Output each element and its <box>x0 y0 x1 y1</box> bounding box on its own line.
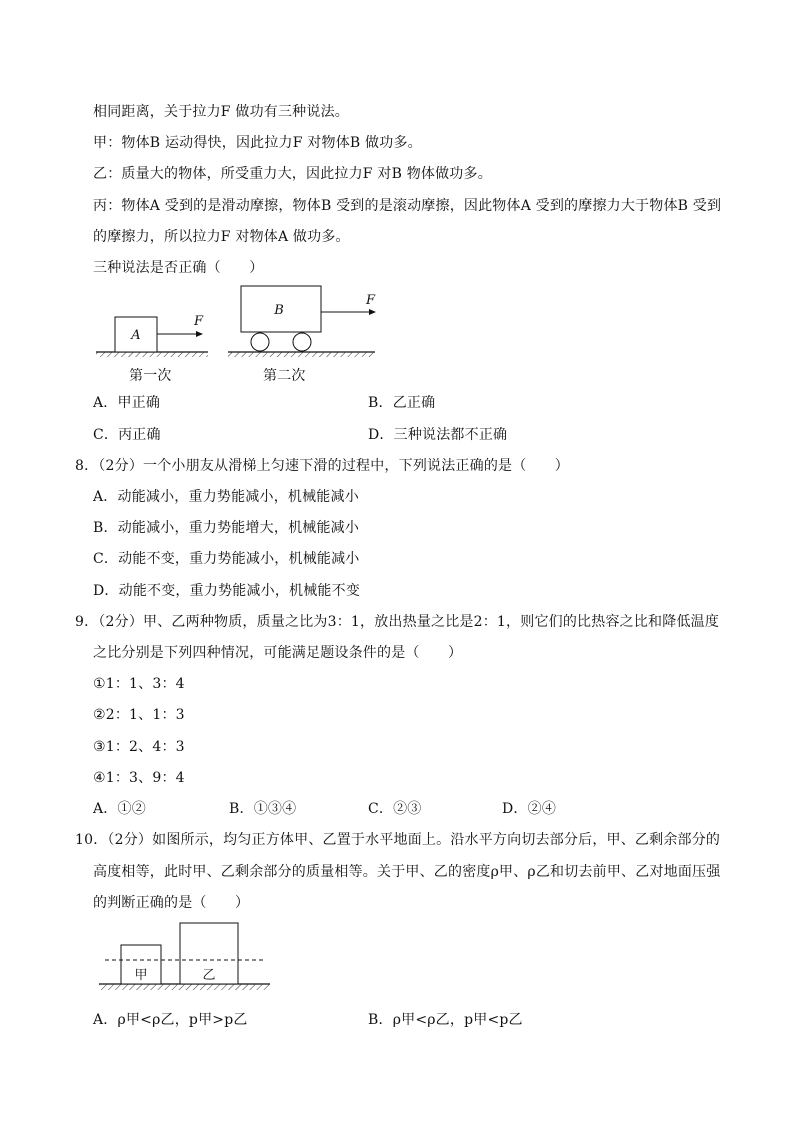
q8-option-b: B．动能减小，重力势能增大，机械能减小 <box>93 520 360 536</box>
cart-b-label: B <box>274 303 284 318</box>
ground-q10 <box>99 984 270 990</box>
q8-stem: 8．（2分）一个小朋友从滑梯上匀速下滑的过程中，下列说法正确的是（ ） <box>75 458 570 474</box>
q9-case-4: ④1：3、9：4 <box>93 770 185 786</box>
q7-question: 三种说法是否正确（ ） <box>93 260 264 276</box>
q9-option-b: B．①③④ <box>229 801 297 817</box>
ground-first <box>96 352 208 357</box>
cube-jia-label: 甲 <box>134 968 148 983</box>
q9-option-c: C．②③ <box>368 801 422 817</box>
q10-stem-line-1: 10．（2分）如图所示，均匀正方体甲、乙置于水平地面上。沿水平方向切去部分后，甲、乙剩余部分的 <box>75 832 721 848</box>
q8-option-c: C．动能不变，重力势能减小，机械能减小 <box>93 551 360 567</box>
q9-stem-line-1: 9．（2分）甲、乙两种物质，质量之比为3：1，放出热量之比是2：1，则它们的比热容之比和降低温度 <box>75 614 720 630</box>
q9-case-3: ③1：2、4：3 <box>93 739 185 755</box>
cart-wheel-right <box>293 333 311 351</box>
q7-caption-second: 第二次 <box>263 368 306 384</box>
q9-option-a: A．①② <box>93 801 146 817</box>
block-a-label: A <box>131 328 141 343</box>
q7-option-a: A．甲正确 <box>93 395 161 411</box>
q8-option-a: A．动能减小，重力势能减小，机械能减小 <box>93 489 359 505</box>
force-label-first: F <box>194 314 204 329</box>
q7-option-b: B．乙正确 <box>368 395 436 411</box>
q9-option-d: D．②④ <box>502 801 557 817</box>
q10-stem-line-3: 的判断正确的是（ ） <box>93 895 250 911</box>
q9-stem-line-2: 之比分别是下列四种情况，可能满足题设条件的是（ ） <box>93 645 463 661</box>
q7-statement-bing-line-1: 丙：物体A 受到的是滑动摩擦，物体B 受到的是滚动摩擦，因此物体A 受到的摩擦力大于物体B 受到 <box>93 198 722 214</box>
q10-option-a: A．ρ甲<ρ乙，p甲>p乙 <box>93 1012 248 1028</box>
q7-caption-first: 第一次 <box>129 368 172 384</box>
q7-option-c: C．丙正确 <box>93 427 161 443</box>
q9-case-2: ②2：1、1：3 <box>93 707 185 723</box>
q7-option-d: D．三种说法都不正确 <box>368 427 508 443</box>
q7-statement-yi: 乙：质量大的物体，所受重力大，因此拉力F 对B 物体做功多。 <box>93 166 492 182</box>
q10-option-b: B．ρ甲<ρ乙，p甲<p乙 <box>368 1012 523 1028</box>
q9-case-1: ①1：1、3：4 <box>93 676 185 692</box>
force-arrow-second <box>321 309 376 315</box>
q10-stem-line-2: 高度相等，此时甲、乙剩余部分的质量相等。关于甲、乙的密度ρ甲、ρ乙和切去前甲、乙对地面压强 <box>93 864 721 880</box>
q7-statement-bing-line-2: 的摩擦力，所以拉力F 对物体A 做功多。 <box>93 229 350 245</box>
q10-figure <box>95 918 275 998</box>
q7-statement-jia: 甲：物体B 运动得快，因此拉力F 对物体B 做功多。 <box>93 135 422 151</box>
force-arrow-first <box>157 331 203 337</box>
q7-stem-line-1: 相同距离，关于拉力F 做功有三种说法。 <box>93 104 349 120</box>
q8-option-d: D．动能不变，重力势能减小，机械能不变 <box>93 583 361 599</box>
force-label-second: F <box>366 293 376 308</box>
cube-yi-label: 乙 <box>202 968 216 983</box>
ground-second <box>228 352 375 357</box>
cart-wheel-left <box>251 333 269 351</box>
